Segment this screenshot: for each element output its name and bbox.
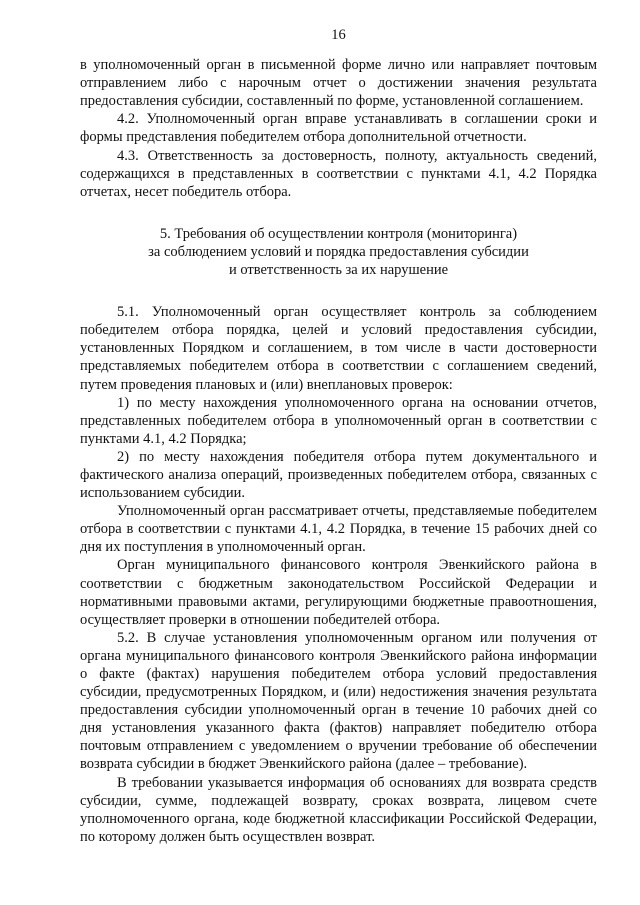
paragraph-requirement-contents: В требовании указывается информация об основаниях для возврата средств субсидии, сумме, подлежащей возврату, сроках возврата, лицевом счете уполномоченного органа, коде бюджетной классификации Российской Федерации, по которому должен быть осуществлен возврат.	[80, 774, 597, 845]
paragraph-5-2: 5.2. В случае установления уполномоченным органом или получения от органа муниципального финансового контроля Эвенкийского района информации о факте (фактах) нарушения победителем отбора условий предоставления субсидии, предусмотренных Порядком, и (или) недостижения значения результата предоставления субсидии уполномоченный орган в течение 10 рабочих дней со дня установления указанного факта (фактов) направляет победителю отбора почтовым отправлением с уведомлением о вручении требование об обеспечении возврата субсидии в бюджет Эвенкийского района (далее – требование).	[80, 629, 597, 773]
section-heading	[80, 225, 597, 279]
page-number: 16	[331, 27, 346, 43]
paragraph-report-review: Уполномоченный орган рассматривает отчеты, представляемые победителем отбора в соответствии с пунктами 4.1, 4.2 Порядка, в течение 15 рабочих дней со дня их поступления в уполномоченный орган.	[80, 503, 597, 556]
paragraph-4-3: 4.3. Ответственность за достоверность, полноту, актуальность сведений, содержащихся в представленных в соответствии с пунктами 4.1, 4.2 Порядка отчетах, несет победитель отбора.	[80, 147, 597, 200]
paragraph-continuation: в уполномоченный орган в письменной форме лично или направляет почтовым отправлением либо с нарочным отчет о достижении значения результата предоставления субсидии, составленный по форме, установленной соглашением.	[80, 57, 597, 110]
document-page	[80, 26, 597, 846]
section-heading-line: 5. Требования об осуществлении контроля (мониторинга)	[159, 225, 518, 242]
paragraph-5-1-item-1: 1) по месту нахождения уполномоченного органа на основании отчетов, представленных победителем отбора в уполномоченный орган в соответствии с пунктами 4.1, 4.2 Порядка;	[80, 394, 597, 447]
paragraph-4-2: 4.2. Уполномоченный орган вправе устанавливать в соглашении сроки и формы представления победителем отбора дополнительной отчетности.	[80, 111, 597, 146]
paragraph-5-1: 5.1. Уполномоченный орган осуществляет контроль за соблюдением победителем отбора порядка, целей и условий предоставления субсидии, установленных Порядком и соглашением, в том числе в части достоверности представляемых победителем отбора в соответствии с соглашением сведений, путем проведения плановых и (или) внеплановых проверок:	[80, 304, 597, 393]
section-heading-line: за соблюдением условий и порядка предоставления субсидии	[148, 243, 529, 260]
section-heading-line: и ответственность за их нарушение	[228, 262, 449, 279]
paragraph-financial-control: Орган муниципального финансового контроля Эвенкийского района в соответствии с бюджетным законодательством Российской Федерации и нормативными правовыми актами, регулирующими бюджетные правоотношения, осуществляет проверки в отношении победителей отбора.	[80, 557, 597, 628]
paragraph-5-1-item-2: 2) по месту нахождения победителя отбора путем документального и фактического анализа операций, произведенных победителем отбора, связанных с использованием субсидии.	[80, 448, 597, 502]
